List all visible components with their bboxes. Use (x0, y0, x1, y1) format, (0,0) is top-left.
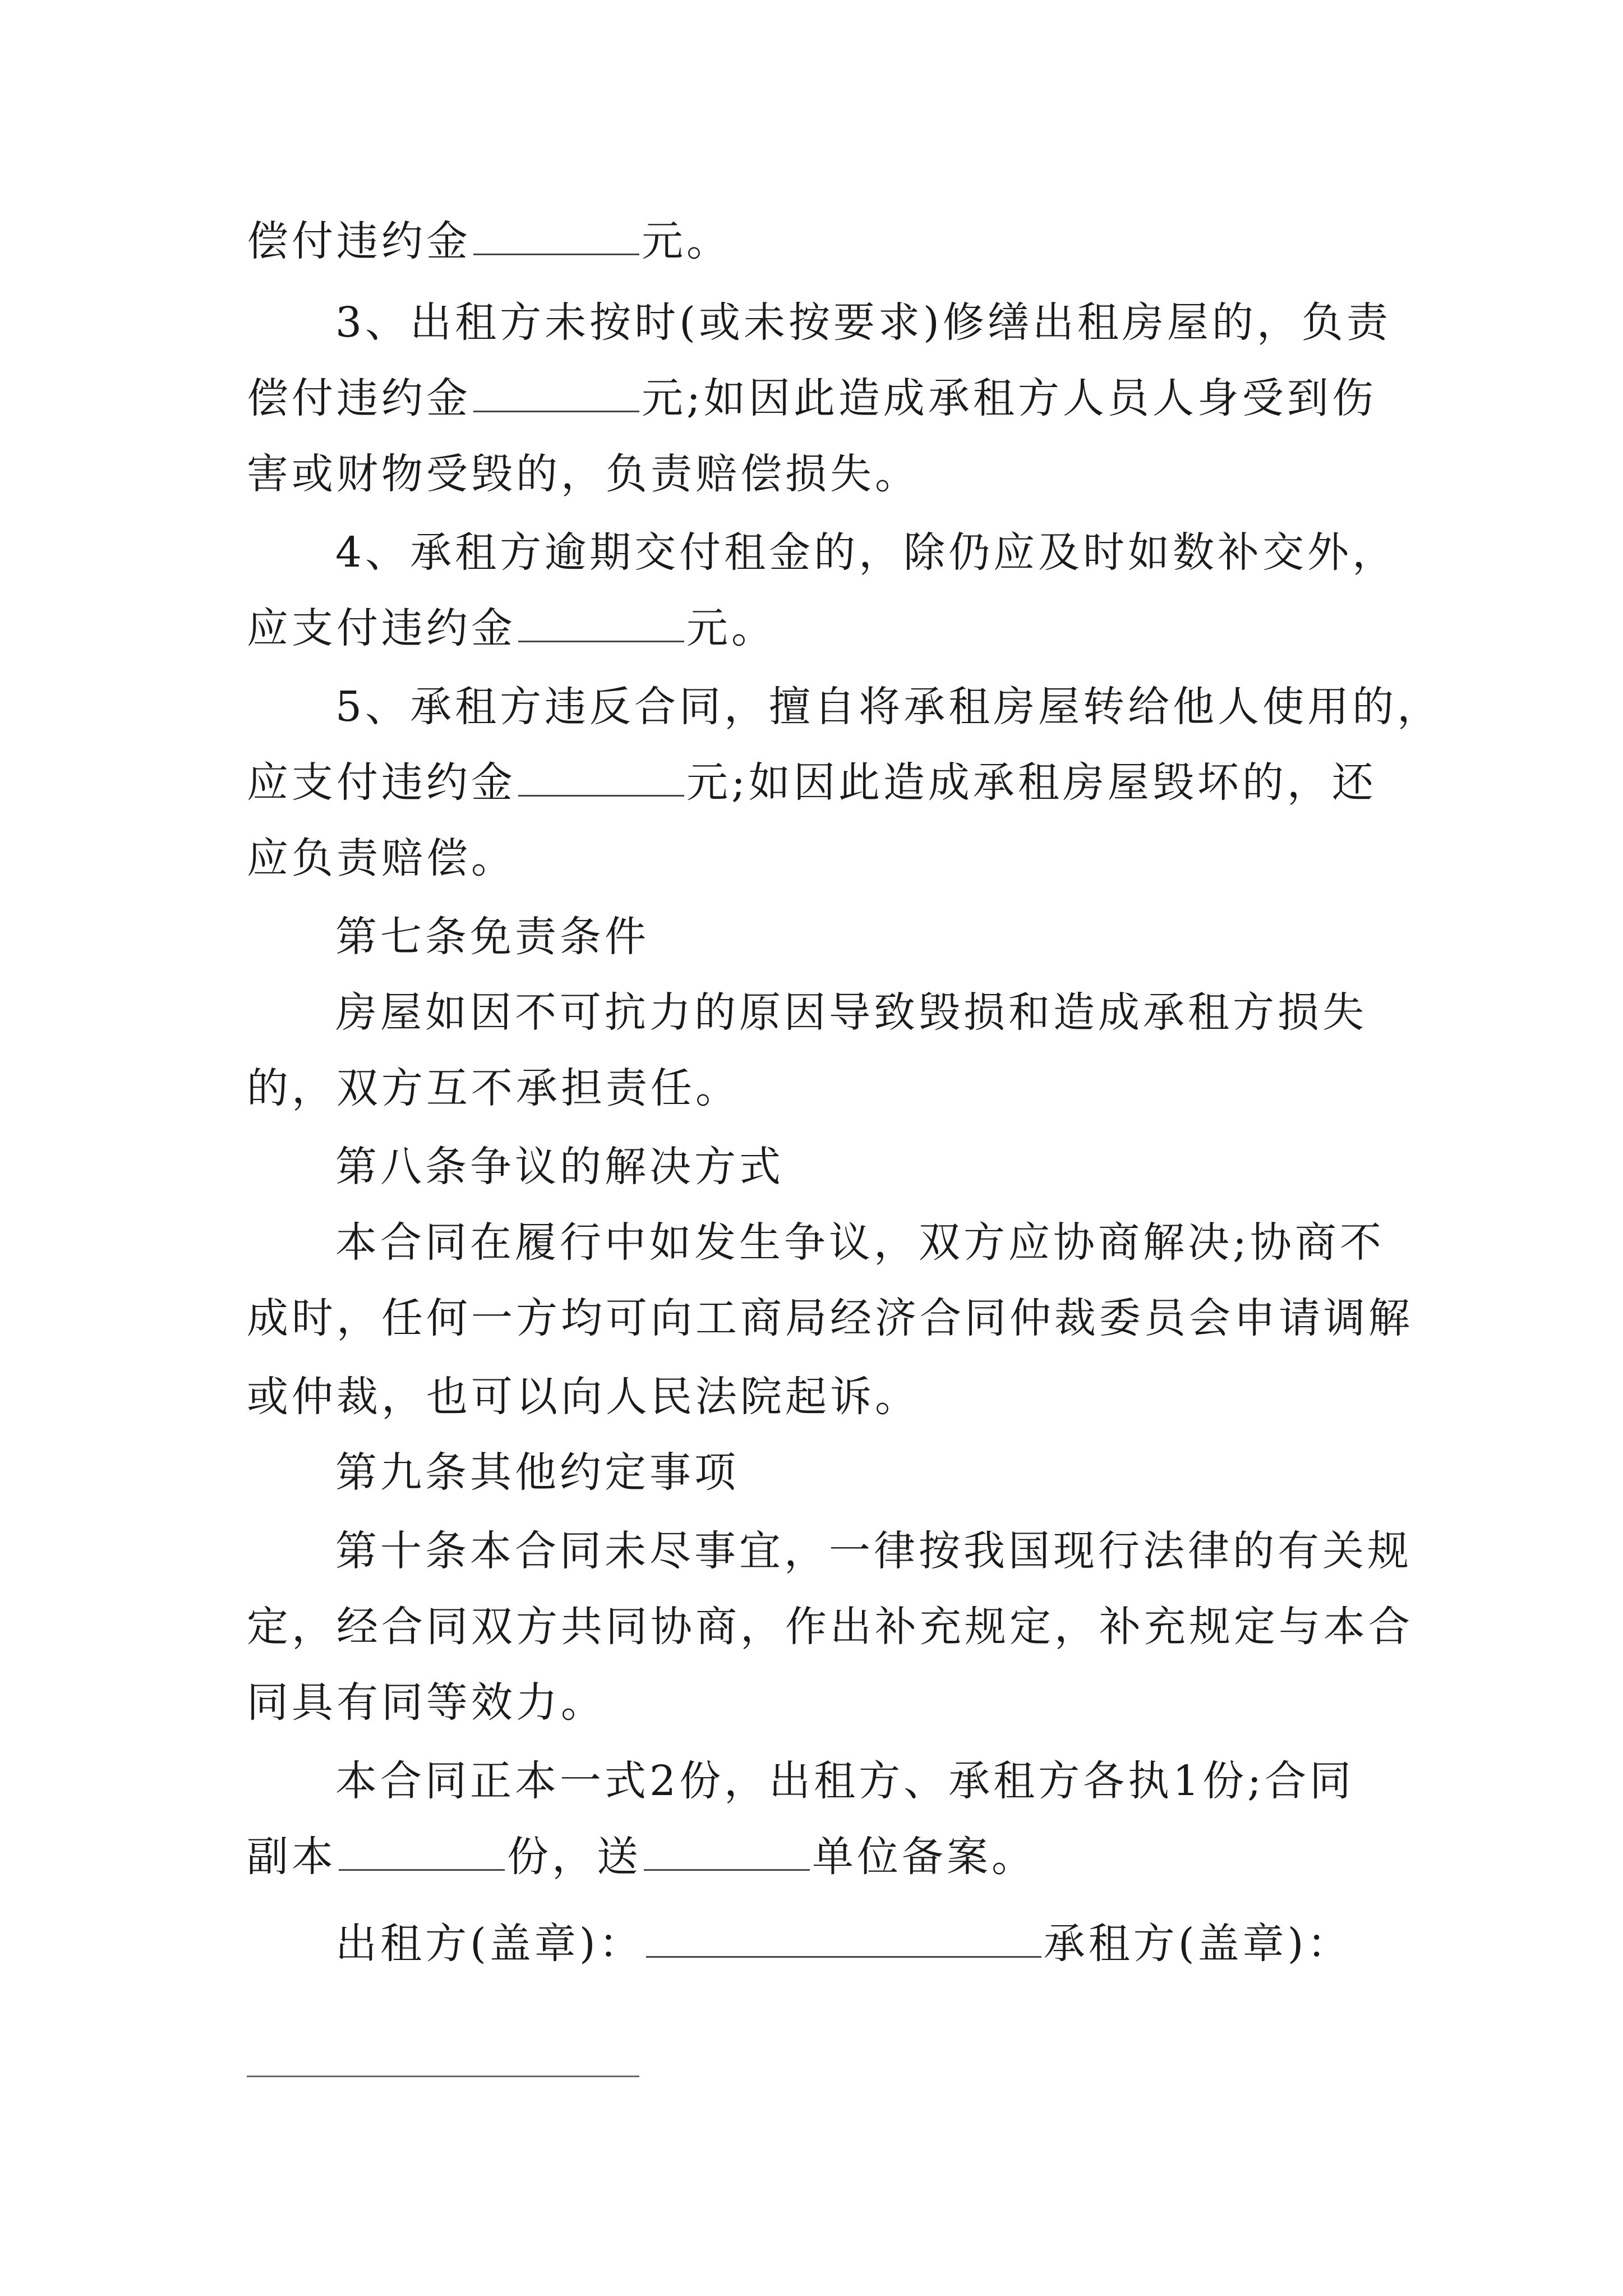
line-text: 第九条其他约定事项 (335, 1448, 739, 1497)
line-text: 偿付违约金 (247, 374, 471, 422)
text-line (247, 1674, 606, 1731)
fill-blank (518, 761, 684, 797)
fill-blank (644, 1835, 810, 1871)
line-text: 应支付违约金 (247, 758, 516, 807)
line-text: 份，送 (507, 1833, 642, 1881)
text-line (335, 295, 1391, 351)
signature-blank (247, 2076, 639, 2077)
line-text: 元;如因此造成承租房屋毁坏的，还 (686, 758, 1377, 807)
line-text: 或仲裁，也可以向人民法院起诉。 (247, 1373, 920, 1421)
line-text: 成时，任何一方均可向工商局经济合同仲裁委员会申请调解 (247, 1294, 1413, 1342)
signature-line (335, 1916, 1352, 1972)
line-text: 害或财物受毁的，负责赔偿损失。 (247, 450, 920, 498)
text-line (247, 754, 1377, 811)
line-text: 定，经合同双方共同协商，作出补充规定，补充规定与本合 (247, 1603, 1413, 1651)
text-line (247, 1369, 920, 1425)
text-line (335, 984, 1367, 1041)
fill-blank (473, 220, 639, 255)
line-text: 本合同正本一式2份，出租方、承租方各执1份;合同 (335, 1757, 1355, 1805)
fill-blank (518, 607, 684, 642)
line-text: 应支付违约金 (247, 604, 516, 652)
text-line (247, 1599, 1413, 1655)
fill-blank (339, 1835, 505, 1871)
line-text: 的，双方互不承担责任。 (247, 1064, 740, 1112)
line-text: 第十条本合同未尽事宜，一律按我国现行法律的有关规 (335, 1527, 1412, 1575)
line-text: 元。 (686, 604, 776, 652)
text-line (247, 600, 776, 656)
line-text: 同具有同等效力。 (247, 1678, 606, 1727)
fill-blank (473, 377, 639, 412)
line-text: 3、出租方未按时(或未按要求)修缮出租房屋的，负责 (335, 298, 1391, 347)
text-line (247, 1290, 1413, 1346)
lessee-seal-label: 承租方(盖章)： (1043, 1920, 1352, 1968)
fill-blank (646, 1922, 1041, 1958)
line-text: 元;如因此造成承租方人员人身受到伤 (642, 374, 1377, 422)
text-line (247, 213, 731, 269)
section-heading (335, 909, 649, 965)
section-heading (335, 1444, 739, 1501)
text-line (335, 1214, 1385, 1271)
line-text: 单位备案。 (812, 1833, 1036, 1881)
line-text: 4、承租方逾期交付租金的，除仍应及时如数补交外， (335, 528, 1398, 577)
text-line (247, 446, 920, 502)
line-text: 房屋如因不可抗力的原因导致毁损和造成承租方损失 (335, 988, 1367, 1037)
section-heading (335, 1139, 784, 1195)
line-text: 元。 (642, 217, 731, 265)
line-text: 应负责赔偿。 (247, 834, 516, 882)
text-line (335, 1523, 1412, 1579)
line-text: 本合同在履行中如发生争议，双方应协商解决;协商不 (335, 1218, 1385, 1267)
line-text: 第八条争议的解决方式 (335, 1143, 784, 1191)
line-text: 副本 (247, 1833, 336, 1881)
text-line (335, 679, 1442, 735)
text-line (247, 1060, 740, 1116)
line-text: 第七条免责条件 (335, 913, 649, 961)
line-text: 5、承租方违反合同，擅自将承租房屋转给他人使用的， (335, 683, 1442, 731)
text-line (335, 524, 1397, 581)
text-line (335, 1753, 1354, 1809)
text-line (247, 830, 516, 886)
lessor-seal-label: 出租方(盖章)： (335, 1920, 644, 1968)
line-text: 偿付违约金 (247, 217, 471, 265)
text-line (247, 370, 1377, 426)
text-line (247, 1829, 1036, 1885)
